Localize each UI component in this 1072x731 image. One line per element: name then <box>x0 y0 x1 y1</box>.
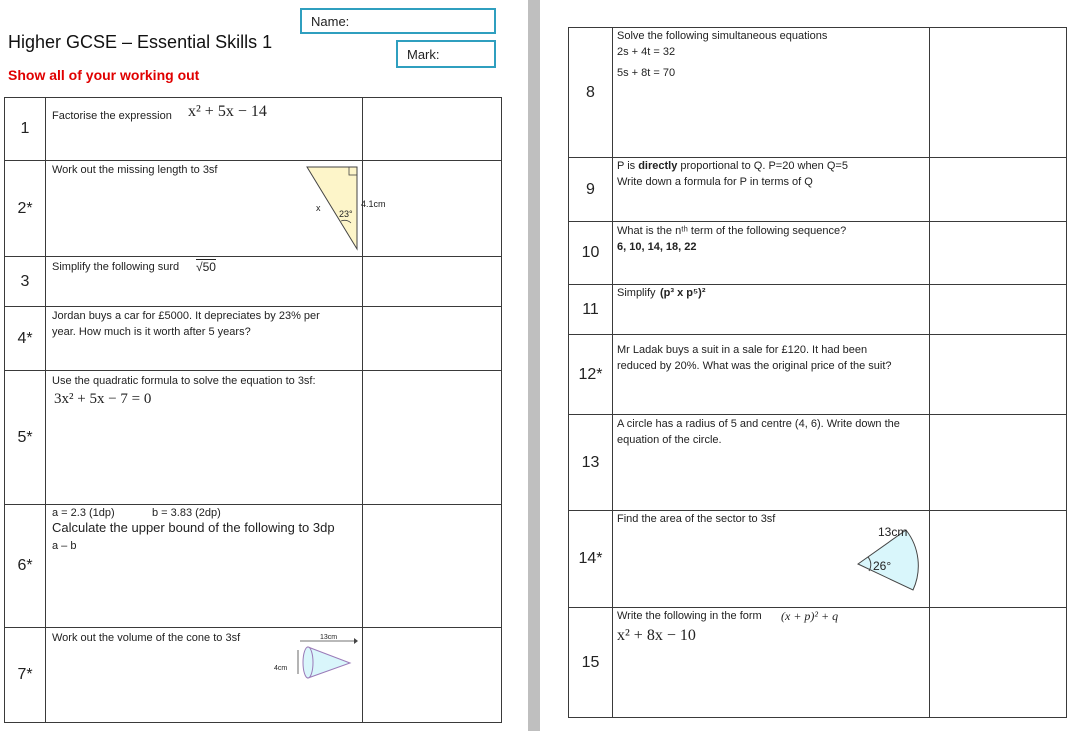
question-row <box>5 257 502 307</box>
question-cell <box>613 222 930 285</box>
question-cell <box>46 307 363 371</box>
question-text-line-2: Write down a formula for P in terms of Q <box>617 176 813 188</box>
unknown-side-label: x <box>316 203 321 213</box>
question-number: 2* <box>5 161 46 257</box>
question-number: 4* <box>5 307 46 371</box>
sector-diagram <box>808 523 923 593</box>
sector-radius-label: 13cm <box>878 525 908 539</box>
question-row <box>569 415 1067 511</box>
question-cell <box>46 161 386 257</box>
answer-cell[interactable] <box>930 222 1067 285</box>
cone-base <box>303 647 313 678</box>
question-row <box>569 28 1067 158</box>
question-number: 11 <box>569 285 613 335</box>
question-row <box>569 608 1067 718</box>
equation-2: 5s + 8t = 70 <box>617 67 676 79</box>
question-number: 3 <box>5 257 46 307</box>
question-text: Work out the missing length to 3sf <box>52 164 218 176</box>
text-part: P is <box>617 160 639 172</box>
cone-diagram <box>274 632 359 682</box>
question-text: Use the quadratic formula to solve the equation to 3sf: <box>52 375 316 387</box>
working-out-instruction: Show all of your working out <box>8 67 200 83</box>
question-text: What is the nᵗʰ term of the following sequence? <box>617 225 847 237</box>
question-cell <box>46 371 363 505</box>
answer-cell[interactable] <box>363 307 502 371</box>
question-text: Solve the following simultaneous equations <box>617 30 828 42</box>
answer-cell[interactable] <box>363 257 502 307</box>
question-text: Simplify the following surd <box>52 261 180 273</box>
mark-label: Mark: <box>407 47 440 62</box>
question-row <box>5 161 502 257</box>
length-arrow <box>354 638 358 644</box>
name-label: Name: <box>311 14 350 29</box>
surd-expression: √50 <box>196 260 216 274</box>
value-a: a = 2.3 (1dp) <box>52 507 115 519</box>
expression: a – b <box>52 540 77 552</box>
question-number: 9 <box>569 158 613 222</box>
right-triangle-diagram <box>261 163 386 253</box>
question-text: Write the following in the form <box>617 610 762 622</box>
side-length-label: 4.1cm <box>361 199 386 209</box>
question-number: 8 <box>569 28 613 158</box>
question-row <box>569 285 1067 335</box>
emphasis-directly: directly <box>638 160 678 172</box>
cone-body <box>308 647 350 678</box>
question-number: 13 <box>569 415 613 511</box>
question-text: Calculate the upper bound of the following to 3dp <box>52 520 335 535</box>
equation-1: 2s + 4t = 32 <box>617 46 676 58</box>
question-number: 6* <box>5 505 46 628</box>
name-field[interactable] <box>300 8 496 34</box>
question-number: 15 <box>569 608 613 718</box>
answer-cell[interactable] <box>930 511 1067 608</box>
value-b: b = 3.83 (2dp) <box>152 507 221 519</box>
question-cell <box>46 628 363 723</box>
question-text: Find the area of the sector to 3sf <box>617 513 776 525</box>
question-text: Work out the volume of the cone to 3sf <box>52 632 241 644</box>
expression: x² + 8x − 10 <box>617 627 696 644</box>
sector-angle-label: 26° <box>873 559 892 573</box>
question-number: 5* <box>5 371 46 505</box>
answer-cell[interactable] <box>363 505 502 628</box>
answer-cell[interactable] <box>930 285 1067 335</box>
question-row <box>5 98 502 161</box>
target-form: (x + p)² + q <box>781 609 839 623</box>
mark-field[interactable] <box>396 40 496 68</box>
answer-cell[interactable] <box>930 28 1067 158</box>
question-number: 1 <box>5 98 46 161</box>
question-number: 7* <box>5 628 46 723</box>
question-row <box>569 335 1067 415</box>
question-number: 10 <box>569 222 613 285</box>
triangle-shape <box>307 167 357 249</box>
question-text-line-2: reduced by 20%. What was the original price of the suit? <box>617 360 892 372</box>
page-gutter <box>528 0 540 731</box>
question-number: 14* <box>569 511 613 608</box>
expression: (p³ x p⁵)² <box>660 287 706 299</box>
question-cell <box>613 285 930 335</box>
left-question-table <box>4 97 502 723</box>
expression: x² + 5x − 14 <box>188 103 267 120</box>
question-cell <box>46 505 363 628</box>
question-row <box>569 511 1067 608</box>
question-text-line-2: equation of the circle. <box>617 434 722 446</box>
question-cell <box>46 257 363 307</box>
question-text: Simplify <box>617 287 656 299</box>
answer-cell[interactable] <box>930 158 1067 222</box>
length-label: 13cm <box>320 634 338 641</box>
question-text: A circle has a radius of 5 and centre (4, 6). Write down the <box>617 418 900 430</box>
answer-cell[interactable] <box>930 608 1067 718</box>
answer-cell[interactable] <box>363 371 502 505</box>
radius-label: 4cm <box>274 665 288 672</box>
answer-cell[interactable] <box>930 415 1067 511</box>
text-part: proportional to Q. P=20 when Q=5 <box>677 160 848 172</box>
answer-cell[interactable] <box>363 98 502 161</box>
question-row <box>5 371 502 505</box>
question-cell <box>613 511 930 608</box>
question-row <box>5 307 502 371</box>
question-cell <box>613 608 930 718</box>
question-cell <box>613 158 930 222</box>
sequence: 6, 10, 14, 18, 22 <box>617 241 697 253</box>
question-text <box>617 158 848 174</box>
answer-cell[interactable] <box>363 628 502 723</box>
question-text: Factorise the expression <box>52 110 172 122</box>
question-row <box>569 222 1067 285</box>
question-text: Jordan buys a car for £5000. It depreciates by 23% per <box>52 310 320 322</box>
angle-label: 23° <box>339 209 353 219</box>
equation: 3x² + 5x − 7 = 0 <box>54 391 152 407</box>
right-question-table <box>568 27 1067 718</box>
worksheet-title: Higher GCSE – Essential Skills 1 <box>8 32 273 52</box>
question-cell <box>613 415 930 511</box>
question-row <box>569 158 1067 222</box>
question-number: 12* <box>569 335 613 415</box>
question-cell <box>613 28 930 158</box>
question-row <box>5 628 502 723</box>
question-text: Mr Ladak buys a suit in a sale for £120. It had been <box>617 344 868 356</box>
question-row <box>5 505 502 628</box>
question-cell <box>613 335 930 415</box>
question-cell <box>46 98 363 161</box>
question-text-line-2: year. How much is it worth after 5 years? <box>52 326 251 338</box>
answer-cell[interactable] <box>930 335 1067 415</box>
